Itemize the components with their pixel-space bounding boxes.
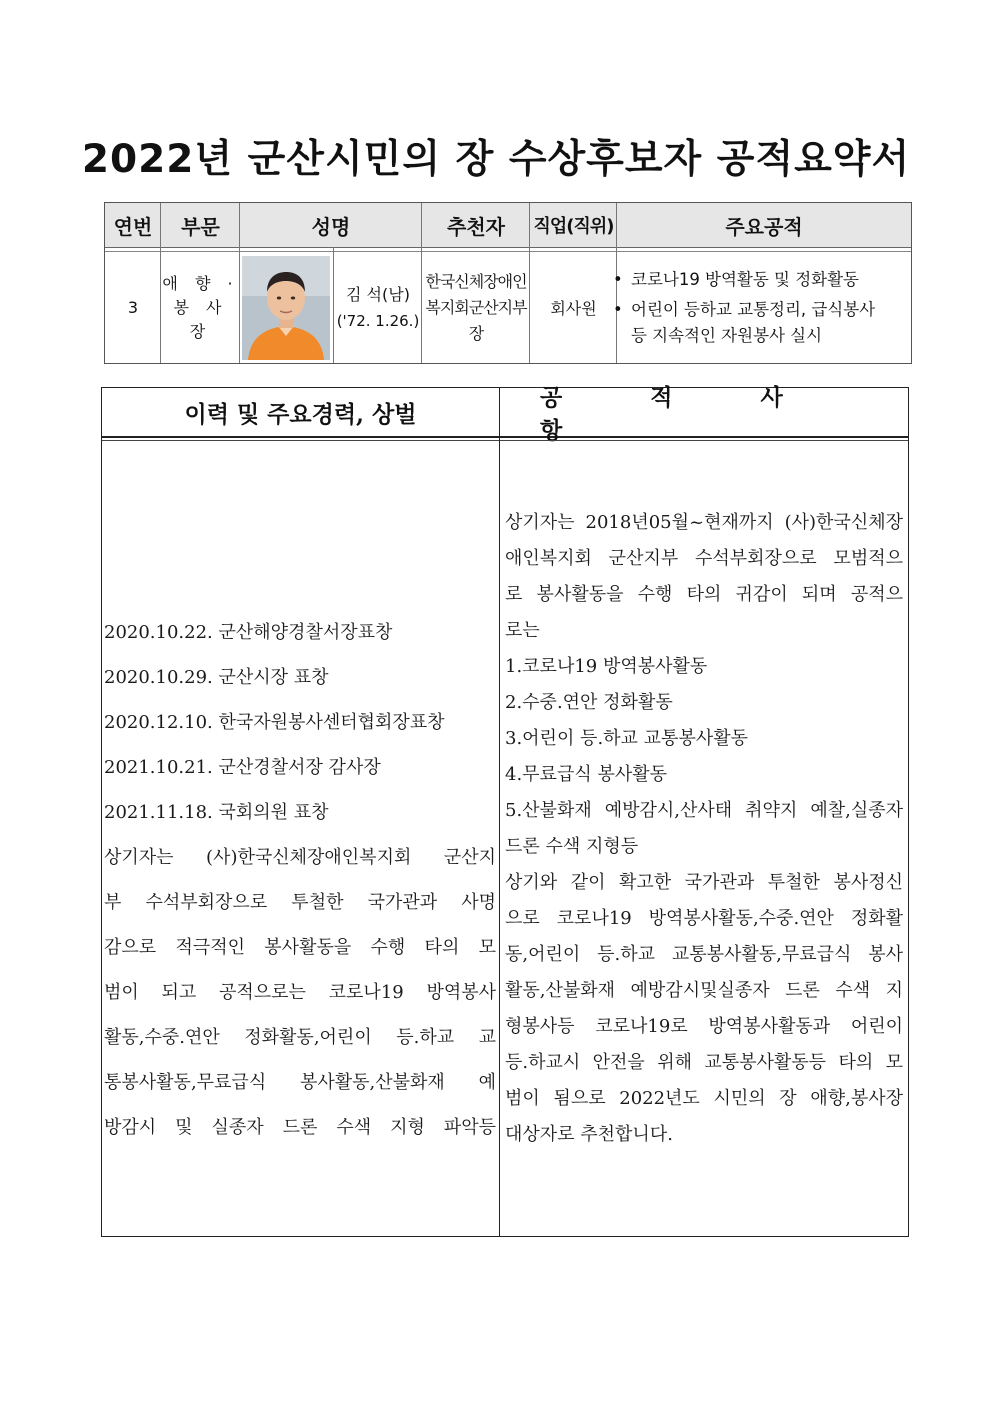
paragraph-line: 감으로 적극적인 봉사활동을 수행 타의 모 [104, 937, 496, 958]
merit-text-cont: 등 지속적인 자원봉사 실시 [631, 325, 823, 345]
paragraph-line: 통봉사활동,무료급식 봉사활동,산불화재 예 [104, 1072, 496, 1093]
paragraph-line: 활동,수중.연안 정화활동,어린이 등.하교 교 [104, 1027, 496, 1048]
career-summary-paragraph [104, 835, 496, 1150]
division-line-2: 봉 사 장 [173, 297, 228, 341]
paragraph-line: 로 봉사활동을 수행 타의 귀감이 되며 공적으 [505, 584, 903, 605]
paragraph-line: 애인복지회 군산지부 수석부회장으로 모범적으 [505, 548, 903, 569]
row-division [161, 252, 240, 363]
paragraph-line: 로는 [505, 620, 540, 641]
row-no: 3 [127, 298, 139, 317]
paragraph-line: 방감시 및 실종자 드론 수색 지형 파악등 [104, 1117, 496, 1138]
paragraph-line: 동,어린이 등.하교 교통봉사활동,무료급식 봉사 [505, 944, 903, 965]
header-no: 연번 [113, 214, 153, 239]
award-line: 2020.10.29. 군산시장 표창 [104, 667, 329, 688]
merit-list-item: 1.코로나19 방역봉사활동 [505, 656, 708, 677]
award-line: 2020.12.10. 한국자원봉사센터협회장표창 [104, 712, 445, 733]
row-recommender [422, 252, 530, 363]
award-line: 2020.10.22. 군산해양경찰서장표창 [104, 622, 393, 643]
merit-text: 코로나19 방역활동 및 정화활동 [631, 269, 859, 289]
summary-table [104, 202, 912, 364]
career-column [104, 610, 496, 1150]
header-name: 성명 [311, 214, 351, 239]
summary-data-row [105, 252, 911, 363]
paragraph-line: 범이 되고 공적으로는 코로나19 방역봉사 [104, 982, 496, 1003]
detail-header-row [102, 384, 908, 444]
row-name [334, 252, 422, 363]
header-division: 부문 [181, 214, 220, 239]
paragraph-line: 범이 됨으로 2022년도 시민의 장 애향,봉사장 [505, 1088, 903, 1109]
bullet-icon: • [613, 299, 623, 319]
award-line: 2021.10.21. 군산경찰서장 감사장 [104, 757, 381, 778]
merit-list-item: 4.무료급식 봉사활동 [505, 764, 667, 785]
recommender-line-2: 복지회군산지부장 [425, 297, 527, 343]
paragraph-line: 활동,산불화재 예방감시및실종자 드론 수색 지 [505, 980, 903, 1001]
merits-header: 공 적 사 항 [540, 384, 823, 444]
person-photo-icon [242, 256, 330, 360]
paragraph-line: 형봉사등 코로나19로 방역봉사활동과 어린이 [505, 1016, 903, 1037]
header-merits: 주요공적 [725, 214, 803, 239]
candidate-photo [242, 256, 330, 360]
merit-list-item: 2.수중.연안 정화활동 [505, 692, 673, 713]
award-line: 2021.11.18. 국회의원 표창 [104, 802, 329, 823]
paragraph-line: 상기자는 2018년05월~현재까지 (사)한국신체장 [505, 512, 903, 533]
summary-header-row [105, 203, 911, 248]
merits-conclusion-paragraph [505, 865, 903, 1153]
header-recommender: 추천자 [447, 214, 505, 239]
header-job: 직업(직위) [533, 216, 614, 237]
name-line-1: 김 석(남) [346, 284, 410, 304]
name-line-2: ('72. 1.26.) [336, 311, 420, 330]
bullet-icon: • [613, 269, 623, 289]
paragraph-line: 대상자로 추천합니다. [505, 1124, 673, 1145]
paragraph-line: 등.하교시 안전을 위해 교통봉사활동등 타의 모 [505, 1052, 903, 1073]
paragraph-line: 으로 코로나19 방역봉사활동,수중.연안 정화활 [505, 908, 903, 929]
row-merits [613, 252, 909, 363]
document-title: 2022년 군산시민의 장 수상후보자 공적요약서 [81, 137, 911, 182]
recommender-line-1: 한국신체장애인 [425, 271, 527, 291]
division-line-1: 애 향 · [162, 273, 239, 293]
career-header: 이력 및 주요경력, 상벌 [184, 400, 417, 428]
merits-intro-paragraph [505, 505, 903, 649]
merit-detail-table [101, 384, 909, 1237]
merit-text: 어린이 등하교 교통정리, 급식봉사 [631, 299, 876, 319]
row-job: 회사원 [550, 299, 597, 318]
merit-list-item: 3.어린이 등.하교 교통봉사활동 [505, 728, 748, 749]
merit-item [613, 267, 909, 293]
merit-list-item: 5.산불화재 예방감시,산사태 취약지 예찰,실종자 [505, 800, 903, 821]
merit-list-item-cont: 드론 수색 지형등 [505, 836, 639, 857]
paragraph-line: 상기와 같이 확고한 국가관과 투철한 봉사정신 [505, 872, 903, 893]
paragraph-line: 부 수석부회장으로 투철한 국가관과 사명 [104, 892, 496, 913]
merits-column [505, 505, 903, 1153]
paragraph-line: 상기자는 (사)한국신체장애인복지회 군산지 [104, 847, 496, 868]
merit-item [613, 297, 909, 349]
